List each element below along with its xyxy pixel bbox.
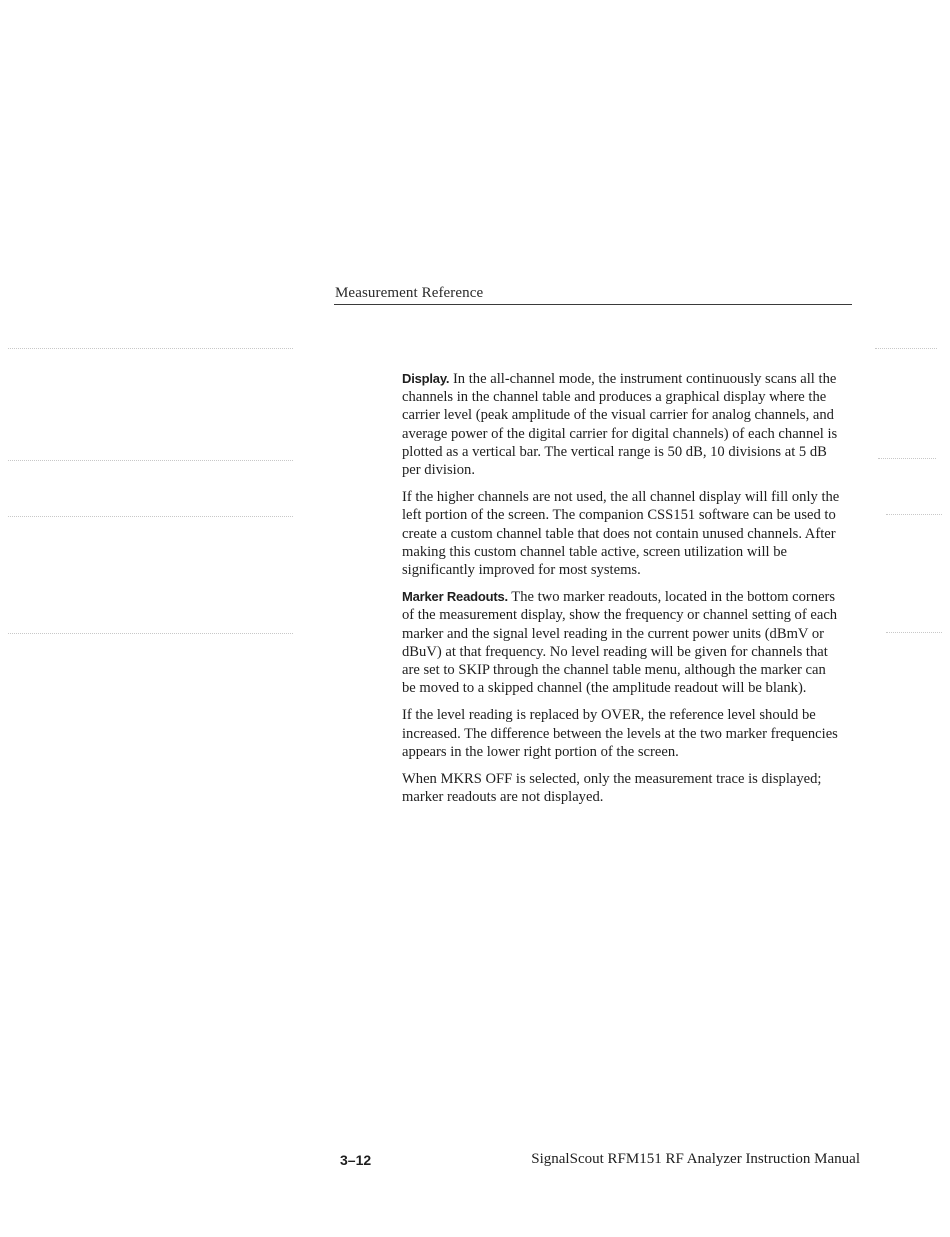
page-header-title: Measurement Reference	[335, 285, 484, 301]
paragraph-over-reading	[402, 706, 842, 761]
page-number: 3–12	[340, 1152, 372, 1168]
paragraph-display	[402, 370, 842, 479]
margin-guide-line	[886, 632, 942, 633]
margin-guide-line	[8, 633, 293, 634]
header-rule	[334, 304, 852, 305]
margin-guide-line	[8, 516, 293, 517]
footer-manual-title: SignalScout RFM151 RF Analyzer Instruction Manual	[531, 1151, 860, 1167]
paragraph-marker-readouts	[402, 588, 842, 697]
paragraph-text: When MKRS OFF is selected, only the measurement trace is displayed; marker readouts are not displayed.	[402, 771, 822, 806]
paragraph-text: If the higher channels are not used, the all channel display will fill only the left portion of the screen. The companion CSS151 software can be used to create a custom channel table that does not contain unused channels. After making this custom channel table active, screen utilization will be significantly improved for most systems.	[402, 489, 840, 579]
margin-guide-line	[886, 514, 942, 515]
run-in-heading-marker-readouts: Marker Readouts.	[402, 589, 508, 605]
paragraph-text: If the level reading is replaced by OVER, the reference level should be increased. The difference between the levels at the two marker frequencies appears in the lower right portion of the screen.	[402, 707, 838, 760]
paragraph-text: In the all-channel mode, the instrument continuously scans all the channels in the channel table and produces a graphical display where the carrier level (peak amplitude of the visual carrier for analog channels, and average power of the digital carrier for digital channels) of each channel is plotted as a vertical bar. The vertical range is 50 dB, 10 divisions at 5 dB per division.	[402, 371, 838, 479]
margin-guide-line	[8, 348, 293, 349]
margin-guide-line	[878, 458, 936, 459]
paragraph-text: The two marker readouts, located in the bottom corners of the measurement display, show the frequency or channel setting of each marker and the signal level reading in the current power units (dBmV or dBuV) at that frequency. No level reading will be given for channels that are set to SKIP through the channel table menu, although the marker can be moved to a skipped channel (the amplitude readout will be blank).	[402, 589, 838, 697]
margin-guide-line	[8, 460, 293, 461]
body-text	[402, 370, 842, 815]
paragraph-higher-channels	[402, 488, 842, 579]
paragraph-mkrs-off	[402, 770, 842, 806]
run-in-heading-display: Display.	[402, 371, 450, 386]
margin-guide-line	[875, 348, 937, 349]
